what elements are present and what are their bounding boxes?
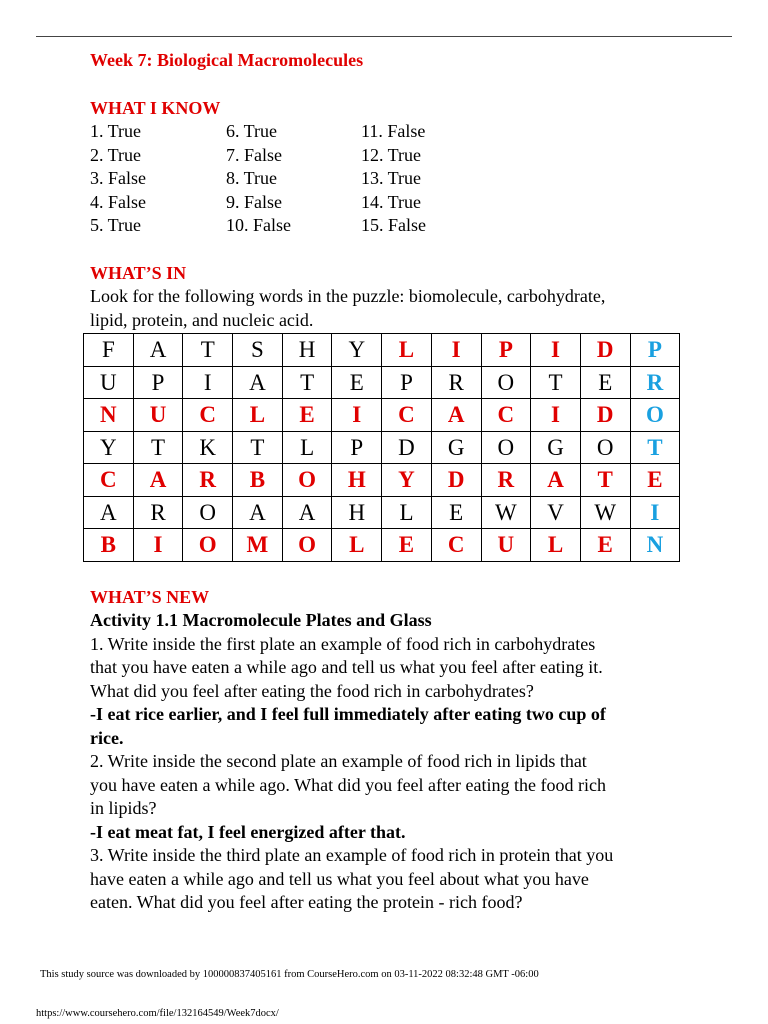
puzzle-cell: Y xyxy=(84,431,134,464)
puzzle-cell: A xyxy=(133,334,183,367)
question-line: in lipids? xyxy=(90,798,157,818)
puzzle-cell: P xyxy=(382,366,432,399)
puzzle-cell: C xyxy=(183,399,233,432)
answer-item: 10. False xyxy=(226,215,291,235)
puzzle-cell: I xyxy=(332,399,382,432)
answer-item: 15. False xyxy=(361,215,426,235)
whats-in-heading: WHAT’S IN xyxy=(90,262,187,283)
puzzle-cell: N xyxy=(630,529,680,562)
question-line: What did you feel after eating the food rich in carbohydrates? xyxy=(90,680,534,701)
puzzle-cell: B xyxy=(84,529,134,562)
puzzle-cell: A xyxy=(233,496,283,529)
puzzle-cell: U xyxy=(84,366,134,399)
puzzle-cell: I xyxy=(630,496,680,529)
puzzle-cell: S xyxy=(233,334,283,367)
puzzle-cell: E xyxy=(630,464,680,497)
puzzle-cell: C xyxy=(84,464,134,497)
puzzle-instruction: Look for the following words in the puzzle: biomolecule, carbohydrate, xyxy=(90,286,606,306)
answer-line: -I eat meat fat, I feel energized after that. xyxy=(90,821,406,842)
puzzle-cell: U xyxy=(133,399,183,432)
top-rule xyxy=(36,36,732,37)
puzzle-cell: T xyxy=(183,334,233,367)
puzzle-cell: A xyxy=(233,366,283,399)
puzzle-cell: T xyxy=(580,464,630,497)
answer-item: 5. True xyxy=(90,215,142,235)
what-i-know-heading: WHAT I KNOW xyxy=(90,97,221,118)
puzzle-cell: A xyxy=(133,464,183,497)
answer-item: 3. False xyxy=(90,168,146,188)
puzzle-cell: T xyxy=(531,366,581,399)
puzzle-cell: I xyxy=(531,334,581,367)
question-line: 3. Write inside the third plate an example of food rich in protein that you xyxy=(90,845,614,865)
question-line: you have eaten a while ago. What did you feel after eating the food rich xyxy=(90,774,606,795)
puzzle-cell: E xyxy=(332,366,382,399)
puzzle-cell: E xyxy=(382,529,432,562)
puzzle-cell: F xyxy=(84,334,134,367)
puzzle-cell: L xyxy=(233,399,283,432)
answer-item: 9. False xyxy=(226,191,282,212)
answer-item: 12. True xyxy=(361,144,422,165)
puzzle-cell: C xyxy=(382,399,432,432)
puzzle-cell: N xyxy=(84,399,134,432)
puzzle-cell: A xyxy=(282,496,332,529)
answer-line: rice. xyxy=(90,727,124,748)
puzzle-row xyxy=(84,496,680,529)
puzzle-cell: A xyxy=(431,399,481,432)
puzzle-cell: R xyxy=(630,366,680,399)
puzzle-row xyxy=(84,431,680,464)
puzzle-cell: O xyxy=(481,431,531,464)
puzzle-row xyxy=(84,529,680,562)
answer-item: 1. True xyxy=(90,121,142,141)
page-title: Week 7: Biological Macromolecules xyxy=(90,50,364,70)
answer-item: 4. False xyxy=(90,191,146,212)
puzzle-cell: Y xyxy=(382,464,432,497)
puzzle-cell: D xyxy=(580,399,630,432)
puzzle-cell: P xyxy=(481,334,531,367)
puzzle-cell: L xyxy=(531,529,581,562)
question-2 xyxy=(90,750,690,821)
puzzle-cell: O xyxy=(630,399,680,432)
puzzle-row xyxy=(84,366,680,399)
answer-column-1 xyxy=(90,120,226,238)
puzzle-row xyxy=(84,334,680,367)
question-line: 1. Write inside the first plate an example of food rich in carbohydrates xyxy=(90,633,596,654)
puzzle-cell: O xyxy=(183,529,233,562)
puzzle-cell: G xyxy=(531,431,581,464)
puzzle-cell: G xyxy=(431,431,481,464)
puzzle-cell: I xyxy=(133,529,183,562)
puzzle-cell: H xyxy=(332,464,382,497)
answer-column-3 xyxy=(361,120,481,238)
puzzle-cell: B xyxy=(233,464,283,497)
puzzle-cell: L xyxy=(382,334,432,367)
puzzle-cell: M xyxy=(233,529,283,562)
question-line: eaten. What did you feel after eating the protein - rich food? xyxy=(90,892,523,912)
puzzle-cell: W xyxy=(481,496,531,529)
puzzle-cell: O xyxy=(183,496,233,529)
answer-line: -I eat rice earlier, and I feel full immediately after eating two cup of xyxy=(90,704,606,724)
puzzle-cell: H xyxy=(282,334,332,367)
puzzle-cell: K xyxy=(183,431,233,464)
puzzle-cell: A xyxy=(531,464,581,497)
answer-item: 7. False xyxy=(226,144,282,165)
puzzle-cell: T xyxy=(282,366,332,399)
puzzle-cell: D xyxy=(431,464,481,497)
puzzle-cell: C xyxy=(481,399,531,432)
puzzle-cell: V xyxy=(531,496,581,529)
puzzle-cell: R xyxy=(183,464,233,497)
puzzle-cell: A xyxy=(84,496,134,529)
puzzle-cell: R xyxy=(431,366,481,399)
answer-item: 14. True xyxy=(361,191,422,212)
puzzle-cell: P xyxy=(630,334,680,367)
puzzle-cell: E xyxy=(431,496,481,529)
answer-item: 11. False xyxy=(361,121,426,141)
puzzle-cell: E xyxy=(580,529,630,562)
puzzle-cell: R xyxy=(481,464,531,497)
puzzle-cell: L xyxy=(382,496,432,529)
answer-item: 13. True xyxy=(361,168,422,188)
puzzle-cell: P xyxy=(133,366,183,399)
question-line: 2. Write inside the second plate an example of food rich in lipids that xyxy=(90,751,587,771)
answer-item: 6. True xyxy=(226,121,278,141)
answer-item: 8. True xyxy=(226,168,278,188)
puzzle-cell: T xyxy=(233,431,283,464)
puzzle-cell: Y xyxy=(332,334,382,367)
activity-title: Activity 1.1 Macromolecule Plates and Glass xyxy=(90,610,432,630)
puzzle-cell: W xyxy=(580,496,630,529)
question-3 xyxy=(90,844,690,915)
answer-1 xyxy=(90,703,690,750)
puzzle-row xyxy=(84,399,680,432)
puzzle-cell: U xyxy=(481,529,531,562)
puzzle-cell: E xyxy=(580,366,630,399)
puzzle-cell: P xyxy=(332,431,382,464)
answer-item: 2. True xyxy=(90,144,142,165)
puzzle-cell: O xyxy=(481,366,531,399)
document-body xyxy=(90,46,690,915)
puzzle-cell: T xyxy=(133,431,183,464)
puzzle-row xyxy=(84,464,680,497)
puzzle-cell: L xyxy=(332,529,382,562)
puzzle-cell: O xyxy=(282,464,332,497)
word-search-puzzle xyxy=(83,333,680,562)
answer-key xyxy=(90,120,690,238)
puzzle-cell: D xyxy=(580,334,630,367)
puzzle-cell: T xyxy=(630,431,680,464)
puzzle-cell: R xyxy=(133,496,183,529)
puzzle-cell: O xyxy=(580,431,630,464)
question-1 xyxy=(90,633,690,704)
puzzle-cell: D xyxy=(382,431,432,464)
footer-url: https://www.coursehero.com/file/132164549/Week7docx/ xyxy=(36,1008,279,1019)
footer-source-note: This study source was downloaded by 100000837405161 from CourseHero.com on 03-11-2022 08:32:48 GMT -06:00 xyxy=(40,969,539,980)
puzzle-cell: H xyxy=(332,496,382,529)
answer-column-2 xyxy=(226,120,361,238)
puzzle-cell: O xyxy=(282,529,332,562)
answer-2 xyxy=(90,821,690,845)
puzzle-cell: E xyxy=(282,399,332,432)
question-line: that you have eaten a while ago and tell us what you feel after eating it. xyxy=(90,657,603,677)
puzzle-instruction: lipid, protein, and nucleic acid. xyxy=(90,309,314,330)
puzzle-cell: I xyxy=(183,366,233,399)
puzzle-cell: I xyxy=(431,334,481,367)
puzzle-cell: L xyxy=(282,431,332,464)
question-line: have eaten a while ago and tell us what you feel about what you have xyxy=(90,868,589,889)
whats-new-heading: WHAT’S NEW xyxy=(90,586,210,607)
puzzle-cell: C xyxy=(431,529,481,562)
puzzle-cell: I xyxy=(531,399,581,432)
